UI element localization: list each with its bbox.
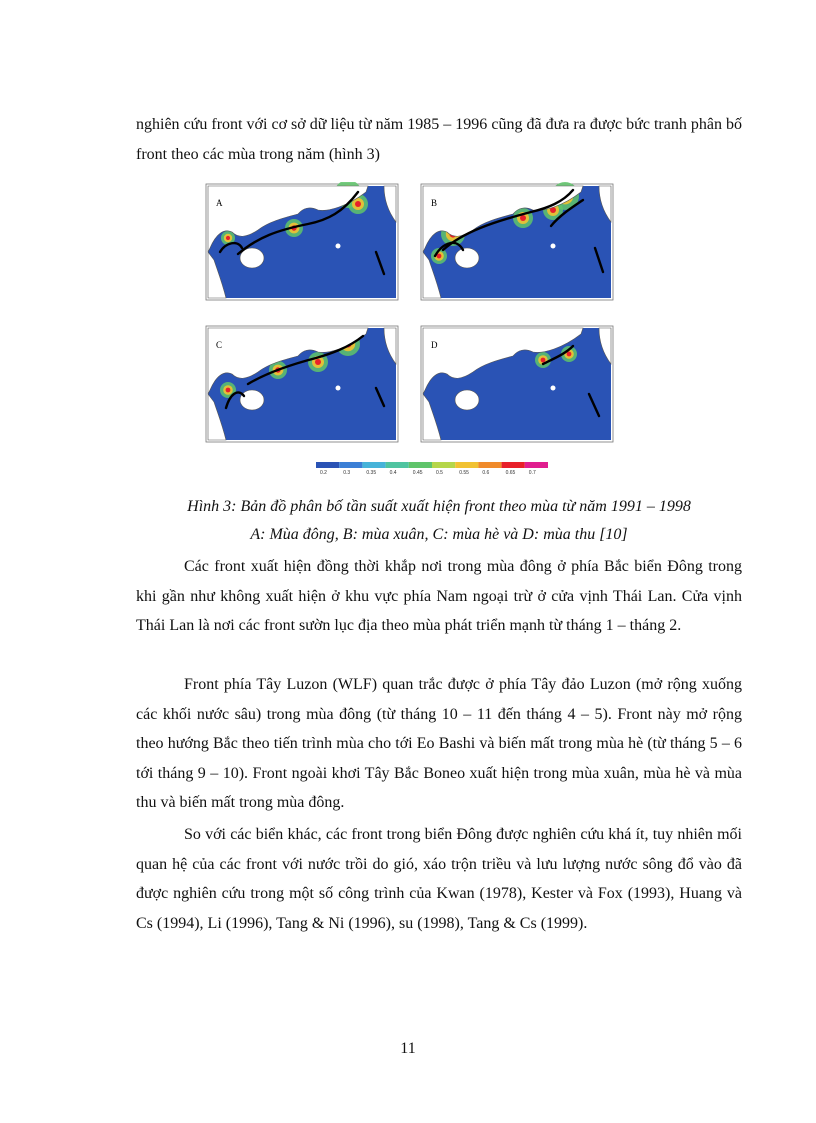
panel-label: B [431,198,438,208]
body-paragraph-2: Front phía Tây Luzon (WLF) quan trắc được ở phía Tây đảo Luzon (mở rộng xuống các khối nước sâu) trong mùa đông (từ tháng 10 – 11 đến tháng 4 – 5). Front này mở rộng theo hướng Bắc theo tiến trình mùa cho tới Eo Bashi và biến mất trong mùa hè (từ tháng 5 – 6 tới tháng 9 – 10). Front ngoài khơi Tây Bắc Boneo xuất hiện trong mùa xuân, mùa hè và mùa thu và biến mất trong mùa đông. [136,676,742,811]
colorbar [316,462,548,474]
colorbar-tick: 0.3 [343,470,351,474]
seasonal-front-figure [198,182,618,474]
colorbar-swatch [362,462,385,468]
dongsha-island [336,244,341,249]
colorbar-swatch [525,462,548,468]
colorbar-tick: 0.7 [528,470,536,474]
map-panel-c [198,324,403,452]
map-svg [413,324,618,452]
panel-label: C [216,340,223,350]
figure-caption-line2: A: Mùa đông, B: mùa xuân, C: mùa hè và D: mùa thu [10] [250,526,628,543]
map-panel-b [413,182,618,310]
hainan-island [240,390,264,410]
frequency-patch [315,359,321,365]
map-panel-d [413,324,618,452]
colorbar-tick: 0.2 [320,470,327,474]
map-svg [413,182,618,310]
frequency-patch [226,388,231,393]
colorbar-swatch [502,462,525,468]
dongsha-island [551,244,556,249]
colorbar-swatch [339,462,362,468]
colorbar-tick: 0.45 [412,470,423,474]
frequency-patch [226,236,230,240]
colorbar-swatch [316,462,339,468]
hainan-island [455,390,479,410]
colorbar-tick: 0.55 [459,470,469,474]
frequency-patch [567,352,572,357]
colorbar-swatch [455,462,478,468]
colorbar-tick: 0.65 [505,470,516,474]
map-svg [198,182,403,310]
panel-label: A [216,198,223,208]
intro-paragraph: nghiên cứu front với cơ sở dữ liệu từ năm 1985 – 1996 cũng đã đưa ra được bức tranh phân bố front theo các mùa trong năm (hình 3) [136,116,742,163]
frequency-patch [541,358,546,363]
map-svg [198,324,403,452]
colorbar-tick: 0.6 [482,470,490,474]
colorbar-swatch [478,462,501,468]
dongsha-island [551,386,556,391]
colorbar-tick: 0.4 [389,470,397,474]
map-panel-a [198,182,403,310]
body-paragraph-1: Các front xuất hiện đồng thời khắp nơi trong mùa đông ở phía Bắc biển Đông trong khi gần như không xuất hiện ở khu vực phía Nam ngoại trừ ở cửa vịnh Thái Lan. Cửa vịnh Thái Lan là nơi các front sườn lục địa theo mùa phát triển mạnh từ tháng 1 – tháng 2. [136,558,742,634]
figure-caption-line1: Hình 3: Bản đồ phân bố tần suất xuất hiện front theo mùa từ năm 1991 – 1998 [187,498,691,515]
colorbar-tick: 0.5 [436,470,443,474]
hainan-island [455,248,479,268]
colorbar-swatch [409,462,432,468]
body-paragraph-3: So với các biển khác, các front trong biển Đông được nghiên cứu khá ít, tuy nhiên mối quan hệ của các front với nước trồi do gió, xáo trộn triều và lưu lượng nước sông đổ vào đã được nghiên cứu trong một số công trình của Kwan (1978), Kester và Fox (1993), Huang và Cs (1994), Li (1996), Tang & Ni (1996), su (1998), Tang & Cs (1999). [136,826,742,932]
colorbar-tick: 0.35 [366,470,377,474]
page-number: 11 [400,1040,416,1057]
frequency-patch [355,201,361,207]
colorbar-swatch [386,462,409,468]
dongsha-island [336,386,341,391]
panel-label: D [431,340,438,350]
colorbar-swatch [432,462,455,468]
